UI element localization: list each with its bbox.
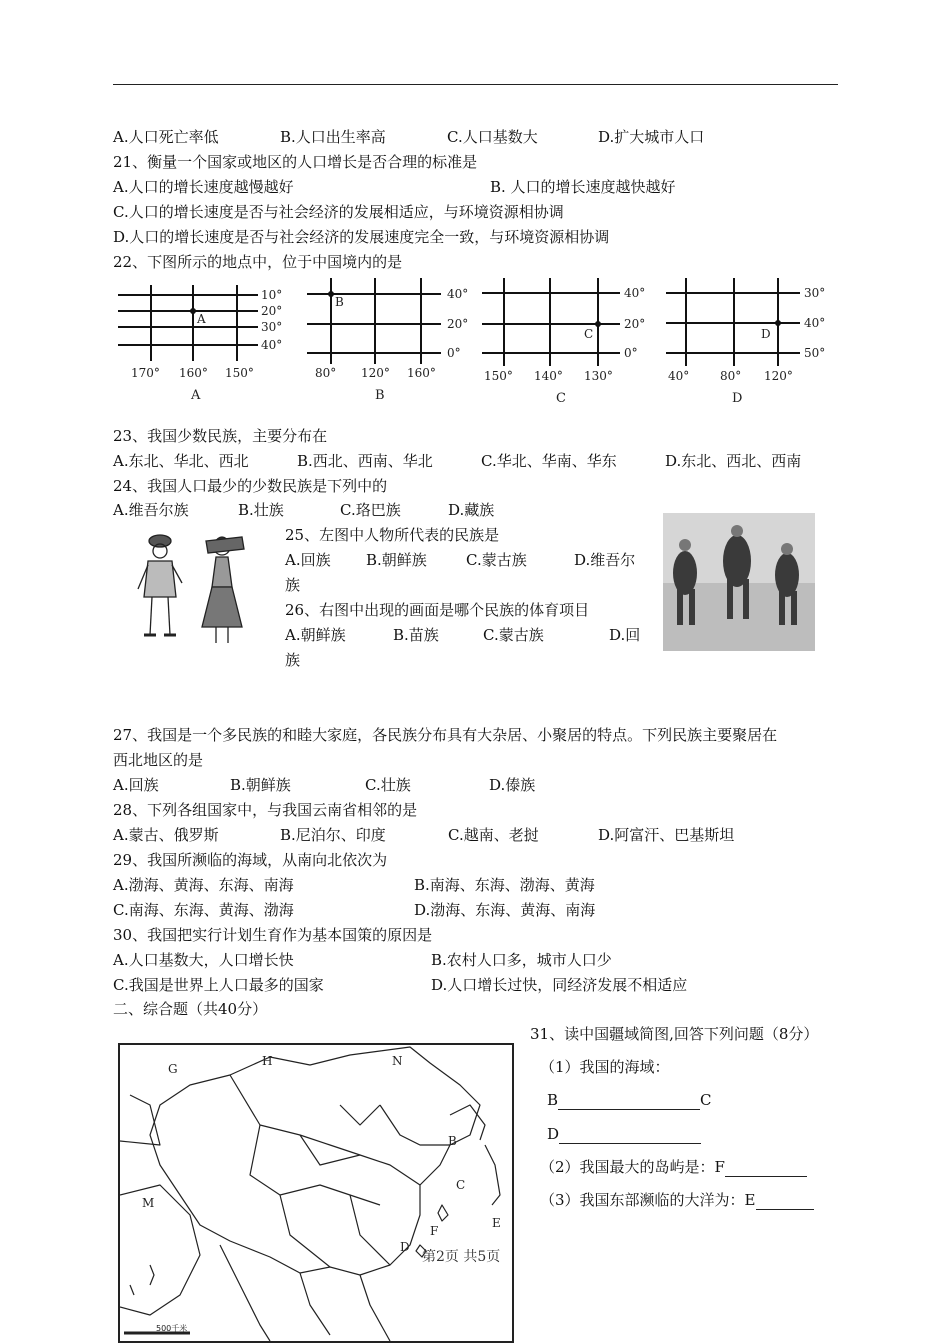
map-label-d: D — [400, 1240, 410, 1254]
q24-stem: 24、我国人口最少的少数民族是下列中的 — [113, 477, 388, 495]
horse-racing-photo — [663, 513, 815, 655]
q21-option-b: B. 人口的增长速度越快越好 — [490, 178, 676, 196]
q30-option-a: A.人口基数大，人口增长快 — [113, 951, 294, 969]
q25-option-a: A.回族 — [285, 551, 331, 569]
q22-a-point-label: A — [197, 312, 206, 326]
q22-c-lat-2: 0° — [624, 346, 638, 360]
map-scale-label: 500千米 — [156, 1324, 188, 1333]
china-territory-map — [118, 1043, 514, 1343]
q21-option-c: C.人口的增长速度是否与社会经济的发展相适应，与环境资源相协调 — [113, 203, 564, 221]
q29-option-a: A.渤海、黄海、东海、南海 — [113, 876, 294, 894]
q22-b-lon-0: 80° — [315, 366, 337, 380]
q31-part1: （1）我国的海域： — [540, 1058, 670, 1076]
q22-c-point-label: C — [584, 327, 594, 341]
q22-a-lat-0: 10° — [261, 288, 283, 302]
q26-option-a: A.朝鲜族 — [285, 626, 346, 644]
q21-stem: 21、衡量一个国家或地区的人口增长是否合理的标准是 — [113, 153, 478, 171]
q26-option-d-wrap: 族 — [285, 651, 301, 669]
q22-c-lon-2: 130° — [584, 369, 613, 383]
q22-c-lon-0: 150° — [484, 369, 513, 383]
q20-option-c: C.人口基数大 — [447, 128, 538, 146]
q22-d-lat-0: 30° — [804, 286, 826, 300]
q30-option-b: B.农村人口多，城市人口少 — [431, 951, 612, 969]
q31-part1-d-row — [547, 1124, 701, 1144]
q20-option-a: A.人口死亡率低 — [113, 128, 219, 146]
q24-option-c: C.珞巴族 — [340, 501, 401, 519]
q26-option-c: C.蒙古族 — [483, 626, 544, 644]
q22-d-lon-0: 40° — [668, 369, 690, 383]
q22-b-lon-1: 120° — [361, 366, 390, 380]
q22-b-lat-1: 20° — [447, 317, 469, 331]
map-label-m: M — [142, 1196, 155, 1210]
q21-option-a: A.人口的增长速度越慢越好 — [113, 178, 294, 196]
map-label-h: H — [262, 1054, 273, 1068]
q27-stem-line1: 27、我国是一个多民族的和睦大家庭，各民族分布具有大杂居、小聚居的特点。下列民族主要聚居在 — [113, 726, 778, 744]
q22-d-lon-2: 120° — [764, 369, 793, 383]
map-label-c: C — [456, 1178, 466, 1192]
q22-d-lat-2: 50° — [804, 346, 826, 360]
page-footer: 第2页 共5页 — [422, 1249, 501, 1265]
section-2-heading: 二、综合题（共40分） — [113, 1000, 268, 1018]
q21-option-d: D.人口的增长速度是否与社会经济的发展速度完全一致，与环境资源相协调 — [113, 228, 610, 246]
q25-option-d: D.维吾尔 — [574, 551, 636, 569]
q22-b-caption: B — [375, 388, 385, 403]
q31-f-blank[interactable] — [725, 1160, 807, 1177]
q26-stem: 26、右图中出现的画面是哪个民族的体育项目 — [285, 601, 590, 619]
q31-b-blank[interactable] — [558, 1093, 700, 1110]
map-label-f: F — [430, 1224, 439, 1238]
q22-stem: 22、下图所示的地点中，位于中国境内的是 — [113, 253, 403, 271]
q27-option-b: B.朝鲜族 — [230, 776, 291, 794]
q31-part2-text: （2）我国最大的岛屿是：F — [540, 1158, 725, 1176]
q26-option-b: B.苗族 — [393, 626, 439, 644]
q24-option-d: D.藏族 — [448, 501, 495, 519]
q25-option-d-wrap: 族 — [285, 576, 301, 594]
q22-c-lat-0: 40° — [624, 286, 646, 300]
q23-option-b: B.西北、西南、华北 — [297, 452, 433, 470]
q31-c-label: C — [700, 1091, 712, 1109]
q22-a-lon-0: 170° — [131, 366, 160, 380]
header-rule — [113, 84, 838, 85]
q22-figure-a — [113, 283, 293, 403]
q31-part1-b-row — [547, 1090, 712, 1110]
q25-stem: 25、左图中人物所代表的民族是 — [285, 526, 500, 544]
q31-d-blank[interactable] — [559, 1127, 701, 1144]
q23-option-a: A.东北、华北、西北 — [113, 452, 249, 470]
q22-a-caption: A — [191, 388, 201, 403]
q22-d-point-label: D — [761, 327, 771, 341]
q22-a-lat-2: 30° — [261, 320, 283, 334]
q28-option-a: A.蒙古、俄罗斯 — [113, 826, 219, 844]
q29-stem: 29、我国所濒临的海域，从南向北依次为 — [113, 851, 388, 869]
q26-option-d: D.回 — [609, 626, 641, 644]
q28-option-b: B.尼泊尔、印度 — [280, 826, 386, 844]
q22-figure-d — [664, 276, 844, 406]
q22-d-lat-1: 40° — [804, 316, 826, 330]
q22-b-lat-2: 0° — [447, 346, 461, 360]
q22-a-lat-3: 40° — [261, 338, 283, 352]
q22-b-lat-0: 40° — [447, 287, 469, 301]
q31-d-label: D — [547, 1125, 560, 1143]
q22-b-point-label: B — [335, 295, 344, 309]
q22-d-lon-1: 80° — [720, 369, 742, 383]
q30-option-d: D.人口增长过快，同经济发展不相适应 — [431, 976, 688, 994]
q31-part2-row — [540, 1157, 807, 1177]
q22-c-lon-1: 140° — [534, 369, 563, 383]
q31-part3-text: （3）我国东部濒临的大洋为：E — [540, 1191, 756, 1209]
q20-option-d: D.扩大城市人口 — [598, 128, 705, 146]
ethnic-figures-illustration — [130, 527, 265, 653]
q29-option-b: B.南海、东海、渤海、黄海 — [414, 876, 595, 894]
map-label-b: B — [448, 1134, 457, 1148]
q22-figure-b — [305, 276, 485, 403]
q24-option-a: A.维吾尔族 — [113, 501, 189, 519]
q24-option-b: B.壮族 — [238, 501, 284, 519]
q31-b-label: B — [547, 1091, 559, 1109]
q27-option-c: C.壮族 — [365, 776, 411, 794]
q20-option-b: B.人口出生率高 — [280, 128, 386, 146]
q22-a-lon-1: 160° — [179, 366, 208, 380]
q22-b-lon-2: 160° — [407, 366, 436, 380]
q22-c-lat-1: 20° — [624, 317, 646, 331]
q27-option-a: A.回族 — [113, 776, 159, 794]
q22-d-caption: D — [732, 391, 743, 406]
q28-stem: 28、下列各组国家中，与我国云南省相邻的是 — [113, 801, 418, 819]
q23-stem: 23、我国少数民族，主要分布在 — [113, 427, 328, 445]
q23-option-c: C.华北、华南、华东 — [481, 452, 617, 470]
map-label-n: N — [392, 1054, 403, 1068]
q22-c-caption: C — [556, 391, 566, 406]
q31-e-blank[interactable] — [756, 1193, 814, 1210]
q25-option-c: C.蒙古族 — [466, 551, 527, 569]
q31-stem: 31、读中国疆域简图,回答下列问题（8分） — [530, 1025, 819, 1043]
q27-option-d: D.傣族 — [489, 776, 536, 794]
map-label-e: E — [492, 1216, 501, 1230]
q25-option-b: B.朝鲜族 — [366, 551, 427, 569]
q29-option-c: C.南海、东海、黄海、渤海 — [113, 901, 294, 919]
q27-stem-line2: 西北地区的是 — [113, 751, 204, 769]
q29-option-d: D.渤海、东海、黄海、南海 — [414, 901, 596, 919]
q31-part3-row — [540, 1190, 814, 1210]
q22-figure-c — [480, 276, 660, 406]
q28-option-c: C.越南、老挝 — [448, 826, 539, 844]
q22-a-lon-2: 150° — [225, 366, 254, 380]
q30-stem: 30、我国把实行计划生育作为基本国策的原因是 — [113, 926, 433, 944]
q22-a-lat-1: 20° — [261, 304, 283, 318]
q23-option-d: D.东北、西北、西南 — [665, 452, 802, 470]
map-label-g: G — [168, 1062, 178, 1076]
q30-option-c: C.我国是世界上人口最多的国家 — [113, 976, 324, 994]
q28-option-d: D.阿富汗、巴基斯坦 — [598, 826, 735, 844]
